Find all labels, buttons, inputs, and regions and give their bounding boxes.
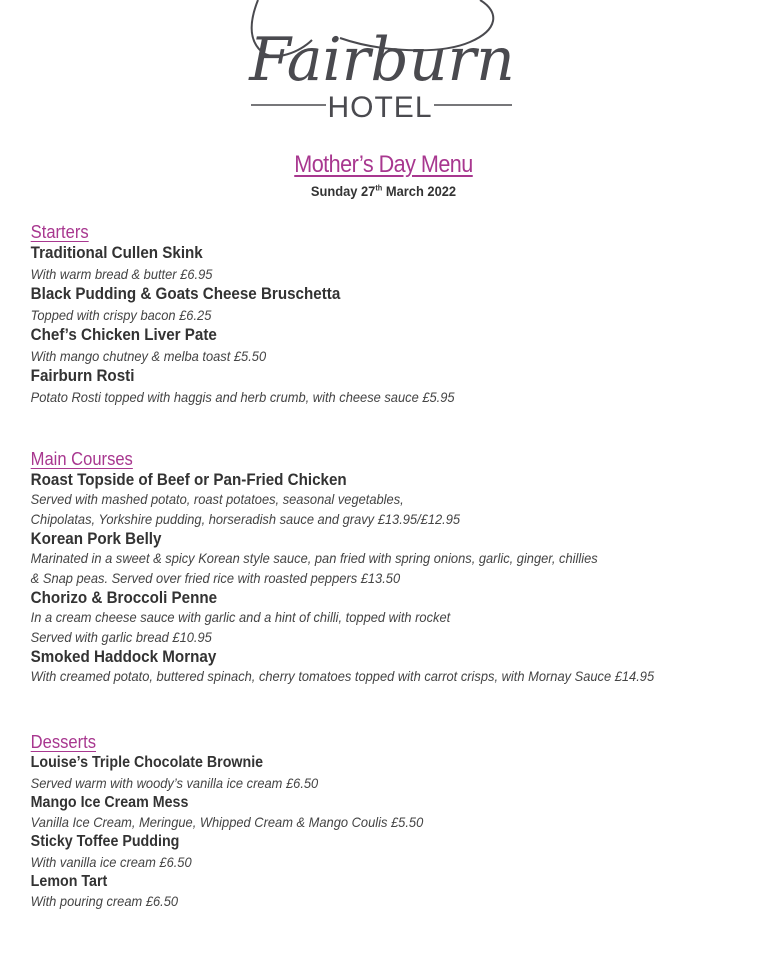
desserts-section bbox=[0, 731, 767, 911]
menu-date-ordinal: th bbox=[375, 183, 383, 193]
menu-item-name: Korean Pork Belly bbox=[30, 530, 162, 548]
menu-item-name: Roast Topside of Beef or Pan-Fried Chicken bbox=[30, 471, 347, 489]
menu-item-desc: Vanilla Ice Cream, Meringue, Whipped Cream & Mango Coulis £5.50 bbox=[30, 814, 424, 830]
menu-item-desc: Topped with crispy bacon £6.25 bbox=[30, 307, 212, 323]
menu-date-suffix: March 2022 bbox=[382, 183, 457, 199]
menu-item-name: Black Pudding & Goats Cheese Bruschetta bbox=[30, 285, 341, 303]
menu-item-desc: Served warm with woody’s vanilla ice cream £6.50 bbox=[30, 774, 319, 791]
logo-script-text: Fairburn bbox=[249, 25, 515, 95]
menu-item-desc: With vanilla ice cream £6.50 bbox=[30, 853, 192, 870]
menu-item-name: Mango Ice Cream Mess bbox=[30, 793, 189, 811]
menu-item-desc: With pouring cream £6.50 bbox=[30, 893, 179, 909]
menu-title: Mother’s Day Menu bbox=[294, 151, 473, 178]
menu-item-desc: Chipolatas, Yorkshire pudding, horseradish sauce and gravy £13.95/£12.95 bbox=[30, 510, 461, 527]
menu-item-desc: Served with garlic bread £10.95 bbox=[30, 628, 212, 645]
menu-item-desc: With mango chutney & melba toast £5.50 bbox=[30, 348, 267, 364]
menu-date bbox=[31, 182, 737, 200]
menu-item-name: Chorizo & Broccoli Penne bbox=[30, 589, 218, 607]
menu-item-name: Smoked Haddock Mornay bbox=[30, 648, 217, 666]
menu-item-desc: Potato Rosti topped with haggis and herb crumb, with cheese sauce £5.95 bbox=[30, 389, 455, 405]
hotel-logo bbox=[0, 0, 767, 125]
menu-item-desc: With warm bread & butter £6.95 bbox=[30, 266, 213, 282]
menu-item-name: Louise’s Triple Chocolate Brownie bbox=[30, 754, 264, 771]
main-courses-section bbox=[0, 448, 767, 687]
section-heading-starters: Starters bbox=[30, 222, 89, 242]
hotel-logo-graphic bbox=[0, 0, 767, 125]
menu-date-prefix: Sunday 27 bbox=[310, 183, 376, 199]
menu-item-name: Sticky Toffee Pudding bbox=[30, 833, 180, 850]
menu-item-desc: In a cream cheese sauce with garlic and a hint of chilli, topped with rocket bbox=[30, 609, 451, 625]
menu-item-desc: & Snap peas. Served over fried rice with roasted peppers £13.50 bbox=[30, 569, 401, 586]
section-heading-main-courses: Main Courses bbox=[30, 449, 133, 469]
starters-section bbox=[0, 221, 767, 407]
menu-item-desc: Served with mashed potato, roast potatoes, seasonal vegetables, bbox=[30, 491, 404, 507]
menu-item-name: Traditional Cullen Skink bbox=[30, 244, 203, 262]
logo-hotel-word: HOTEL bbox=[327, 91, 433, 124]
menu-item-desc: Marinated in a sweet & spicy Korean style sauce, pan fried with spring onions, garlic, ginger, chillies bbox=[30, 550, 598, 566]
menu-item-name: Chef’s Chicken Liver Pate bbox=[30, 326, 217, 344]
menu-item-name: Fairburn Rosti bbox=[30, 367, 135, 385]
menu-page bbox=[0, 150, 767, 200]
menu-item-name: Lemon Tart bbox=[30, 872, 108, 890]
menu-item-desc: With creamed potato, buttered spinach, cherry tomatoes topped with carrot crisps, with Mornay Sauce £14.95 bbox=[30, 668, 655, 684]
section-heading-desserts: Desserts bbox=[30, 732, 97, 752]
